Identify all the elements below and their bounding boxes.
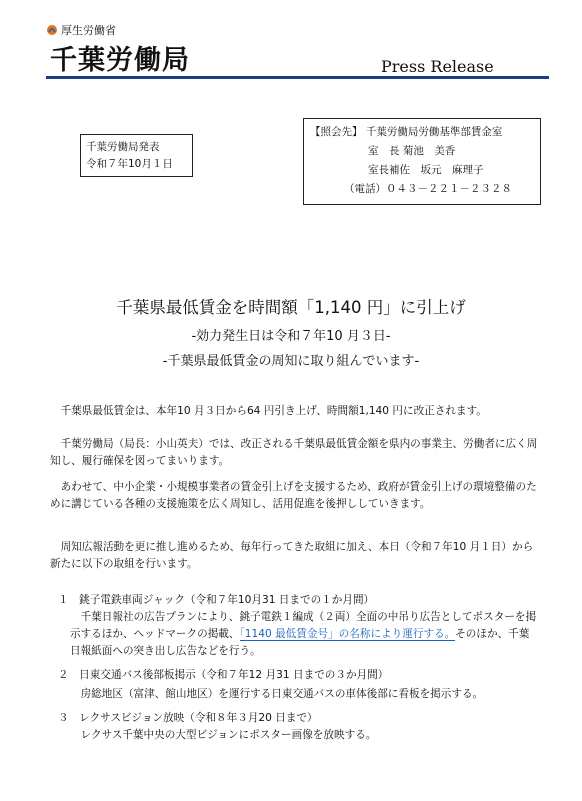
item-3-body: レクサス千葉中央の大型ビジョンにポスター画像を放映する。 xyxy=(80,729,377,741)
item-1-body-text-after: そのほか、千葉日報紙面への突き出し広告などを行う。 xyxy=(70,628,530,657)
item-1-body xyxy=(70,609,538,660)
paragraph-support-measures: あわせて、中小企業・小規模事業者の賃金引上げを支援するため、政府が賃金引上げの環境整備のために講じている各種の支援施策を広く周知し、活用促進を後押ししていきます。 xyxy=(50,481,537,510)
item-3-heading: ３ レクサスビジョン放映（令和８年３月20 日まで） xyxy=(58,712,318,724)
header-rule xyxy=(46,76,549,79)
ministry-name xyxy=(46,22,116,38)
issue-date: 令和７年10月１日 xyxy=(86,158,173,170)
contact-dept: 【照会先】 千葉労働局労働基準部賃金室 xyxy=(310,126,503,138)
train-name-link[interactable]: 「1140 最低賃金号」の名称により運行する。 xyxy=(239,628,456,640)
ministry-logo-icon xyxy=(46,24,58,36)
subtitle-publicity: -千葉県最低賃金の周知に取り組んでいます- xyxy=(162,354,420,369)
item-2-heading: ２ 日東交通バス後部板掲示（令和７年12 月31 日までの３か月間） xyxy=(58,669,389,681)
ministry-label: 厚生労働省 xyxy=(61,24,116,37)
bureau-name: 千葉労働局 xyxy=(50,45,190,76)
issuer-box xyxy=(80,134,193,177)
paragraph-bureau-policy: 千葉労働局（局長：小山英夫）では、改正される千葉県最低賃金額を県内の事業主、労働者に広く周知し、履行確保を図ってまいります。 xyxy=(50,438,538,467)
subtitle-effective-date: -効力発生日は令和７年10 月３日- xyxy=(191,329,391,344)
item-1-body-text: 千葉日報社の広告プランにより、銚子電鉄１編成（２両）全面の中吊り広告としてポスターを掲示するほか、ヘッドマークの掲載、 xyxy=(70,611,537,640)
contact-phone: （電話）０４３－２２１－２３２８ xyxy=(344,183,512,195)
issuer-line: 千葉労働局発表 xyxy=(86,141,160,153)
item-2-body: 房総地区（富津、館山地区）を運行する日東交通バスの車体後部に看板を掲示する。 xyxy=(80,688,484,700)
item-1-heading: １ 銚子電鉄車両ジャック（令和７年10月31 日までの１か月間） xyxy=(58,594,375,606)
document-title: 千葉県最低賃金を時間額「1,140 円」に引上げ xyxy=(116,298,466,317)
contact-box xyxy=(303,118,541,205)
paragraph-summary: 千葉県最低賃金は、本年10 月３日から64 円引き上げ、時間額1,140 円に改正されます。 xyxy=(60,405,487,417)
contact-deputy: 室長補佐 坂元 麻理子 xyxy=(368,164,484,176)
paragraph-new-initiatives: 周知広報活動を更に推し進めるため、毎年行ってきた取組に加え、本日（令和７年10 月１日）から新たに以下の取組を行います。 xyxy=(50,541,534,570)
contact-chief: 室 長 菊池 美香 xyxy=(368,145,456,157)
press-release-label: Press Release xyxy=(381,57,494,76)
